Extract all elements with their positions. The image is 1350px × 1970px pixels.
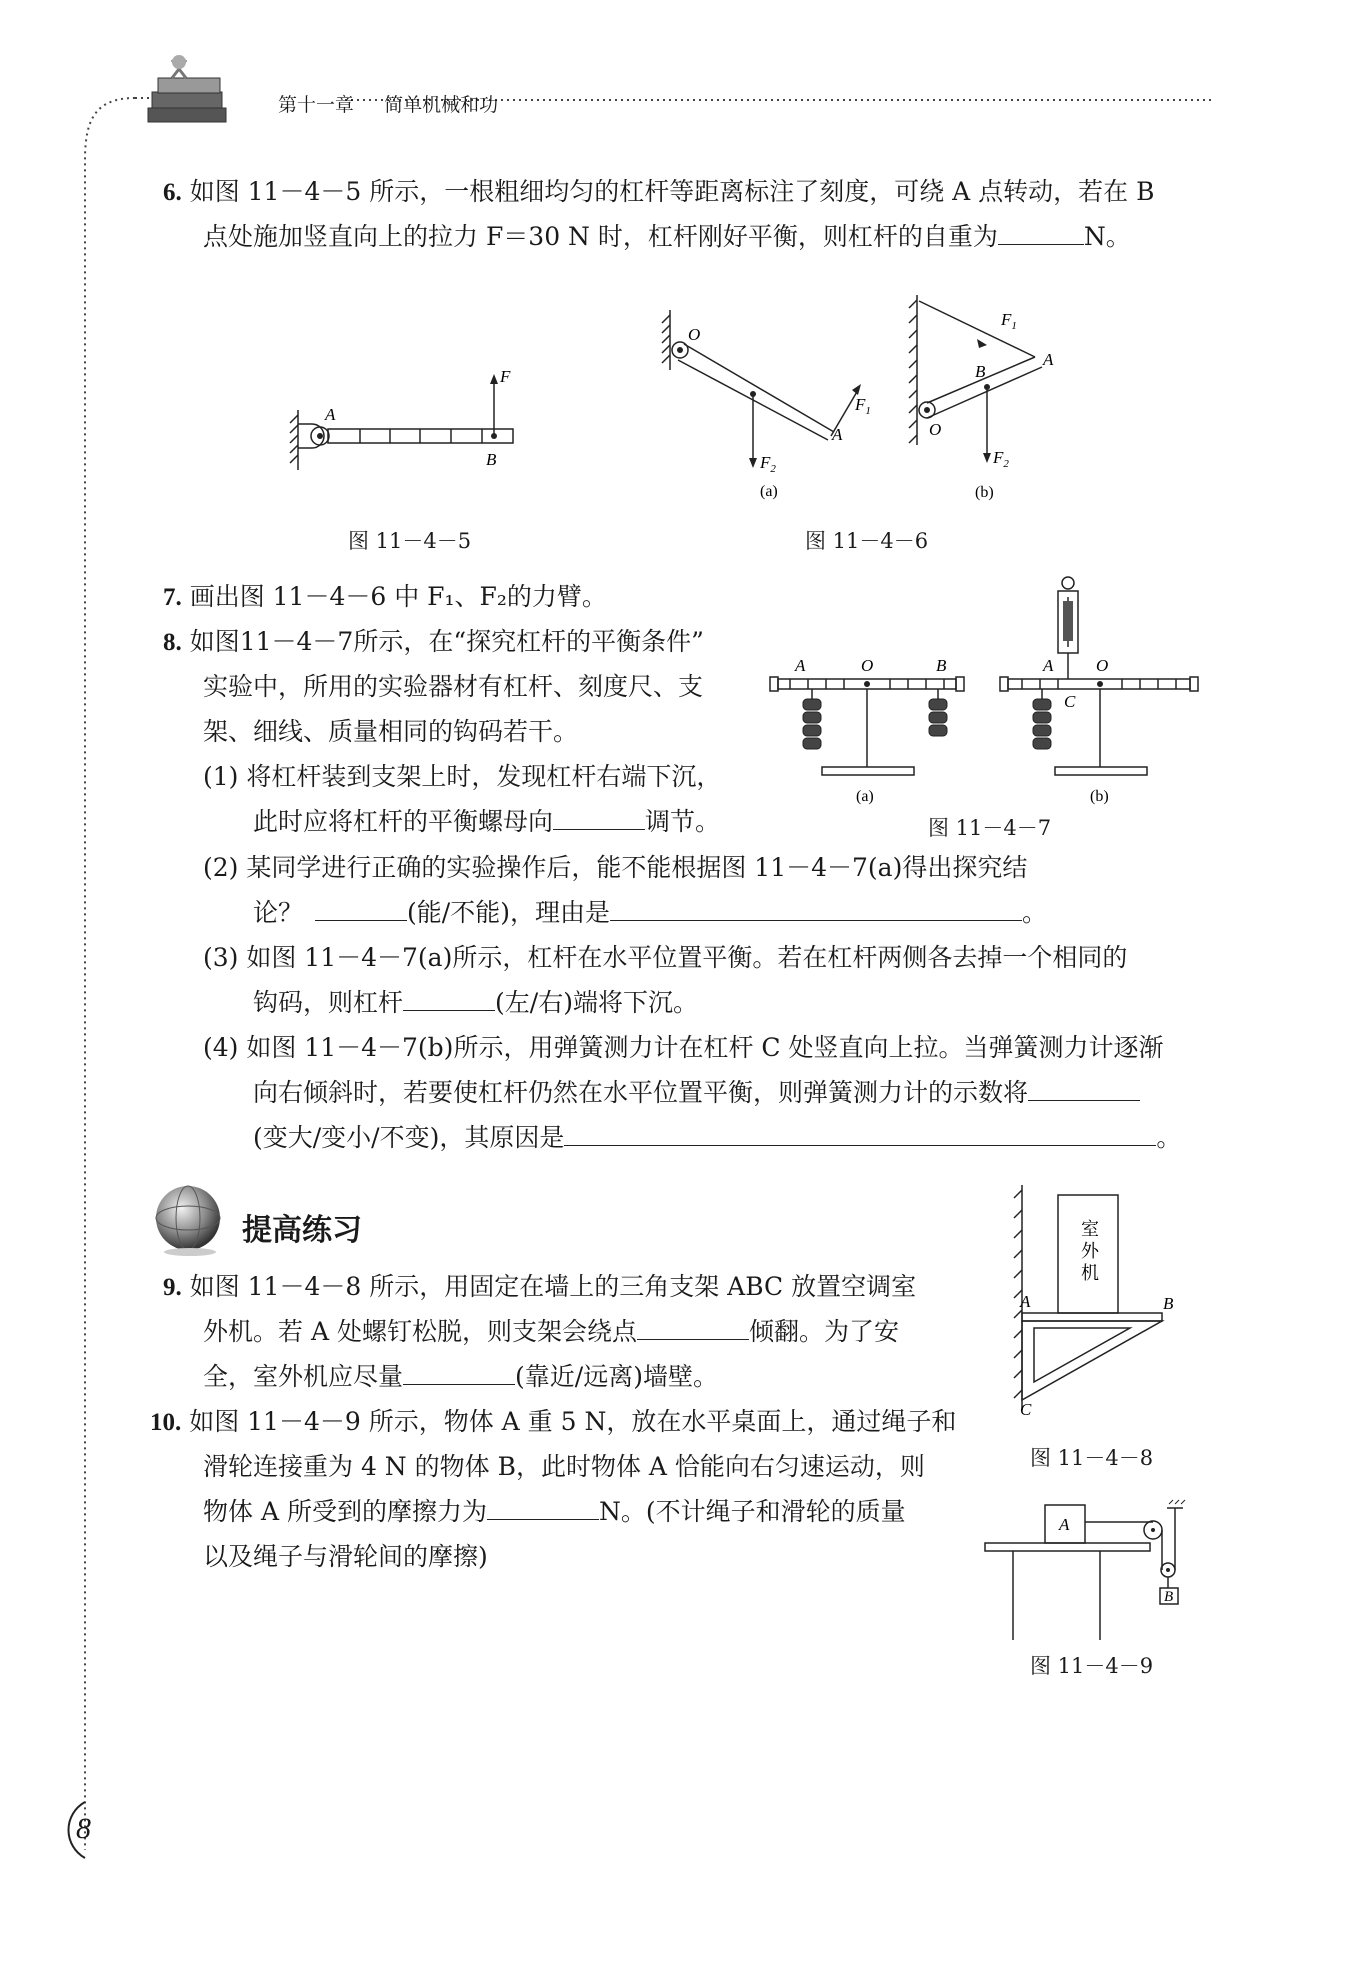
q10-blank[interactable] (487, 1497, 599, 1520)
q8-part4-text-b: (变大/变小/不变)，其原因是 (253, 1123, 565, 1152)
q6-number: 6. (163, 179, 182, 206)
fig8-box-text-2: 外 (1081, 1241, 1099, 1261)
q8-part4-blank-2[interactable] (564, 1123, 1156, 1146)
fig5-label-A: A (325, 405, 336, 424)
fig6a-label-O: O (688, 325, 701, 344)
figure-11-4-6b (905, 295, 1085, 514)
figure-11-4-9-caption: 图 11－4－9 (1030, 1654, 1154, 1678)
q9-text-1: 如图 11－4－8 所示，用固定在墙上的三角支架 ABC 放置空调室 (189, 1272, 917, 1301)
fig6b-label-B: B (975, 362, 986, 381)
fig6a-label-F2: $F_2$ (760, 453, 776, 475)
q6-text-3: N。 (1083, 222, 1131, 251)
fig6b-label-A: A (1043, 350, 1054, 369)
q8-part2-text-b: (能/不能)，理由是 (407, 898, 610, 927)
fig8-label-C: C (1020, 1400, 1032, 1419)
q10-text-3: 物体 A 所受到的摩擦力为 (203, 1497, 487, 1526)
q8-part1-blank[interactable] (553, 807, 645, 830)
q8-part2-blank-1[interactable] (315, 898, 407, 921)
q6-text-1: 如图 11－4－5 所示，一根粗细均匀的杠杆等距离标注了刻度，可绕 A 点转动，若在 B (189, 177, 1155, 206)
fig8-label-A: A (1020, 1292, 1031, 1311)
q8-line1 (163, 627, 704, 658)
figure-11-4-9 (985, 1500, 1200, 1649)
q9-text-3: 倾翻。为了安 (748, 1317, 899, 1346)
q8-part3-line1: (3) 如图 11－4－7(a)所示，杠杆在水平位置平衡。若在杠杆两侧各去掉一个相同的 (203, 943, 1128, 972)
q8-part4-line1: (4) 如图 11－4－7(b)所示，用弹簧测力计在杠杆 C 处竖直向上拉。当弹簧测力计逐渐 (203, 1033, 1164, 1062)
q8-number: 8. (163, 629, 182, 656)
header-chapter: 第十一章 (278, 94, 355, 116)
fig7b-label-O: O (1096, 656, 1109, 675)
fig6b-label-F1: $F_1$ (1001, 310, 1017, 332)
q8-part2-blank-2[interactable] (610, 898, 1022, 921)
q8-part3-line2 (253, 988, 698, 1018)
q9-line2 (203, 1317, 899, 1347)
q6-answer-blank[interactable] (998, 222, 1084, 245)
q10-line3 (203, 1497, 906, 1527)
fig5-label-F: F (500, 367, 511, 386)
q8-part4-line2 (253, 1078, 1140, 1108)
q8-part1-text-b: 调节。 (645, 807, 721, 836)
globe-icon (150, 1180, 230, 1260)
fig6a-tag: (a) (760, 483, 778, 500)
fig7a-label-O: O (861, 656, 874, 675)
q9-line3 (203, 1362, 718, 1392)
q6-text-2: 点处施加竖直向上的拉力 F＝30 N 时，杠杆刚好平衡，则杠杆的自重为 (203, 222, 998, 251)
fig7a-tag: (a) (856, 788, 874, 805)
fig6b-label-F2: $F_2$ (993, 448, 1009, 470)
fig6b-tag: (b) (975, 484, 994, 501)
fig8-label-B: B (1163, 1294, 1174, 1313)
q10-text-5: 以及绳子与滑轮间的摩擦) (203, 1542, 488, 1571)
fig6b-label-O: O (929, 420, 942, 439)
q9-blank-2[interactable] (403, 1362, 515, 1385)
q7-line (163, 582, 607, 613)
q8-part4-text: 向右倾斜时，若要使杠杆仍然在水平位置平衡，则弹簧测力计的示数将 (253, 1078, 1029, 1107)
fig8-box-text-3: 机 (1081, 1263, 1099, 1283)
fig6a-label-F1: $F_1$ (855, 395, 871, 417)
q9-text-2: 外机。若 A 处螺钉松脱，则支架会绕点 (203, 1317, 637, 1346)
section-heading (150, 1180, 230, 1264)
q8-text-2: 实验中，所用的实验器材有杠杆、刻度尺、支 (203, 672, 704, 701)
q9-number: 9. (163, 1274, 182, 1301)
q8-part4-blank-1[interactable] (1028, 1078, 1140, 1101)
q8-part3-blank[interactable] (403, 988, 495, 1011)
fig8-box-text-1: 室 (1081, 1219, 1099, 1239)
header-title: 简单机械和功 (384, 94, 499, 116)
fig7b-tag: (b) (1090, 788, 1109, 805)
books-icon (142, 52, 242, 132)
q8-text-1: 如图11－4－7所示，在“探究杠杆的平衡条件” (189, 627, 704, 656)
q7-number: 7. (163, 584, 182, 611)
q8-part2-text-a: 论？ (253, 898, 304, 927)
fig6a-label-A: A (832, 425, 843, 444)
figure-11-4-7b (1000, 575, 1215, 819)
q8-part1-line2 (253, 807, 720, 837)
q8-part2-text-c: 。 (1021, 898, 1047, 927)
figure-11-4-7a (770, 655, 980, 819)
q8-part4-line3 (253, 1123, 1181, 1153)
q10-number: 10. (150, 1409, 182, 1436)
q8-text-3: 架、细线、质量相同的钩码若干。 (203, 717, 579, 746)
q10-line1 (150, 1407, 956, 1438)
q9-line1 (163, 1272, 916, 1303)
q9-blank-1[interactable] (637, 1317, 749, 1340)
q6-line2 (203, 222, 1131, 252)
fig7b-label-C: C (1064, 692, 1076, 711)
figure-11-4-8 (1000, 1185, 1200, 1429)
section-title: 提高练习 (242, 1213, 362, 1248)
q9-text-4: 全，室外机应尽量 (203, 1362, 404, 1391)
q10-text-2: 滑轮连接重为 4 N 的物体 B，此时物体 A 恰能向右匀速运动，则 (203, 1452, 925, 1481)
q8-part4-text-c: 。 (1156, 1123, 1182, 1152)
fig7a-label-A: A (795, 656, 806, 675)
fig7b-label-A: A (1043, 656, 1054, 675)
q9-text-5: (靠近/远离)墙壁。 (515, 1362, 718, 1391)
fig7a-label-B: B (936, 656, 947, 675)
page-number: 8 (76, 1812, 91, 1845)
fig5-label-B: B (486, 450, 497, 469)
q8-part1-text: 此时应将杠杆的平衡螺母向 (253, 807, 554, 836)
figure-11-4-5-caption: 图 11－4－5 (348, 529, 472, 553)
q7-text: 画出图 11－4－6 中 F₁、F₂的力臂。 (189, 582, 607, 611)
q8-part2-line1: (2) 某同学进行正确的实验操作后，能不能根据图 11－4－7(a)得出探究结 (203, 853, 1028, 882)
q10-text-4: N。(不计绳子和滑轮的质量 (598, 1497, 906, 1526)
q10-text-1: 如图 11－4－9 所示，物体 A 重 5 N，放在水平桌面上，通过绳子和 (189, 1407, 957, 1436)
fig9-label-A: A (1059, 1515, 1070, 1534)
q8-part2-line2 (253, 898, 1047, 928)
q8-part1-line1: (1) 将杠杆装到支架上时，发现杠杆右端下沉， (203, 762, 722, 791)
q6-line1 (163, 177, 1155, 208)
figure-11-4-5 (290, 367, 540, 484)
figure-11-4-6a (660, 310, 890, 514)
q8-part3-text-a: 钩码，则杠杆 (253, 988, 404, 1017)
figure-11-4-7-caption: 图 11－4－7 (928, 816, 1052, 840)
figure-11-4-8-caption: 图 11－4－8 (1030, 1446, 1154, 1470)
figure-11-4-6-caption: 图 11－4－6 (805, 529, 929, 553)
q8-part3-text-b: (左/右)端将下沉。 (495, 988, 698, 1017)
fig9-label-B: B (1164, 1589, 1174, 1605)
